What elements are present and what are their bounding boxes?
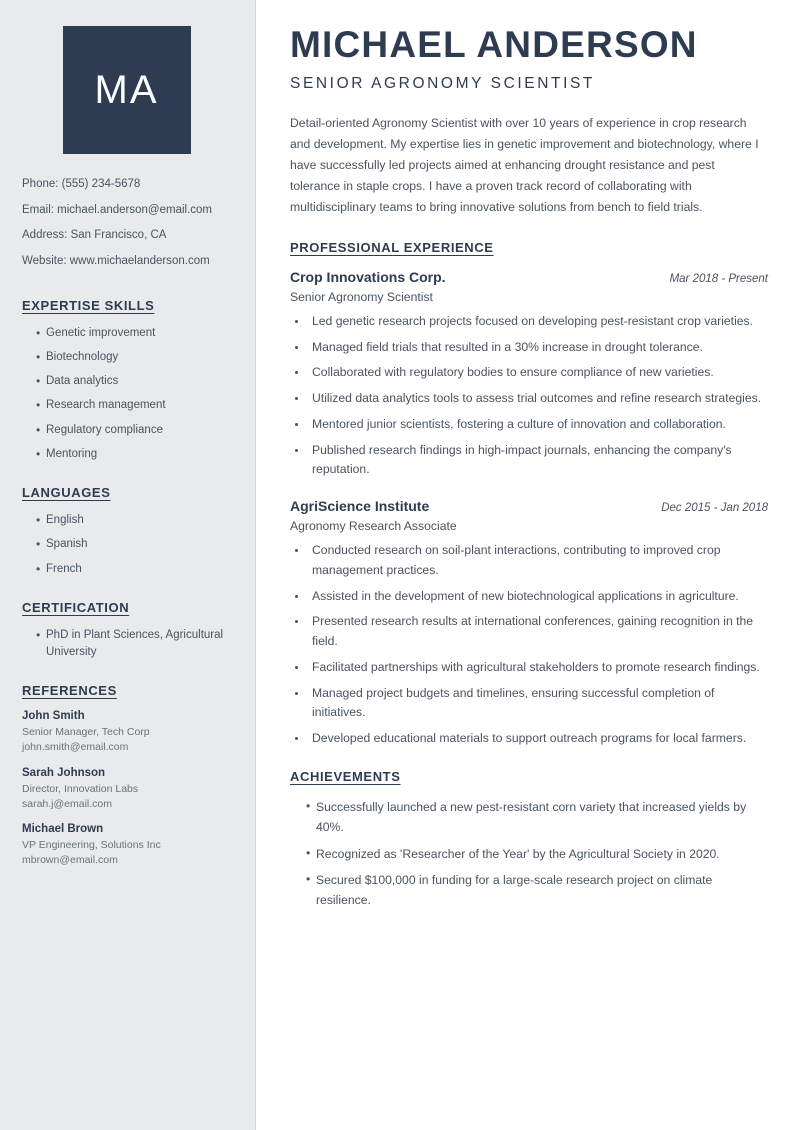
list-item: • Facilitated partnerships with agricultural stakeholders to promote research findings. (308, 658, 768, 678)
main-content (256, 0, 800, 1130)
contact-phone: Phone: (555) 234-5678 (22, 178, 141, 190)
certification-section (22, 600, 231, 662)
references-section (22, 683, 231, 867)
list-item: • Secured $100,000 in funding for a large-scale research project on climate resilience. (306, 871, 768, 911)
list-item: • Led genetic research projects focused on developing pest-resistant crop varieties. (308, 312, 768, 332)
reference-name: Michael Brown (22, 823, 104, 836)
achievements-section (290, 769, 768, 911)
list-item: • PhD in Plant Sciences, Agricultural University (36, 627, 231, 662)
job-subtitle: SENIOR AGRONOMY SCIENTIST (290, 74, 595, 92)
languages-list (22, 512, 231, 578)
page-title: MICHAEL ANDERSON (290, 24, 698, 65)
list-item: • Spanish (36, 536, 231, 553)
reference-role: Senior Manager, Tech Corp (22, 726, 150, 739)
company-name: AgriScience Institute (290, 498, 430, 515)
list-item: • Utilized data analytics tools to assess trial outcomes and refine research strategies. (308, 389, 768, 409)
list-item: • Managed project budgets and timelines, ensuring successful completion of initiatives. (308, 684, 768, 724)
contact-address: Address: San Francisco, CA (22, 229, 167, 242)
achievements-heading: ACHIEVEMENTS (290, 769, 401, 785)
experience-bullets (290, 541, 768, 749)
list-item: • English (36, 512, 231, 529)
list-item: • Research management (36, 397, 231, 414)
certification-heading: CERTIFICATION (22, 599, 130, 615)
contact-list (22, 176, 231, 270)
list-item: • Recognized as 'Researcher of the Year' by the Agricultural Society in 2020. (306, 845, 768, 865)
list-item: • Presented research results at international conferences, gaining recognition in the field. (308, 612, 768, 652)
sidebar (0, 0, 256, 1130)
expertise-skills-heading: EXPERTISE SKILLS (22, 297, 155, 313)
list-item: • Mentoring (36, 446, 231, 463)
list-item: • Data analytics (36, 373, 231, 390)
list-item: • Successfully launched a new pest-resistant corn variety that increased yields by 40%. (306, 798, 768, 838)
experience-item-header (290, 269, 768, 285)
references-heading: REFERENCES (22, 683, 117, 699)
list-item: • Managed field trials that resulted in a 30% increase in drought tolerance. (308, 338, 768, 358)
certification-list (22, 627, 231, 662)
contact-email: Email: michael.anderson@email.com (22, 203, 212, 216)
experience-section (290, 240, 768, 749)
company-name: Crop Innovations Corp. (290, 268, 446, 285)
reference-item (22, 767, 231, 811)
reference-name: Sarah Johnson (22, 766, 106, 779)
list-item: • French (36, 561, 231, 578)
list-item: • Mentored junior scientists, fostering a culture of innovation and collaboration. (308, 415, 768, 435)
reference-email: mbrown@email.com (22, 853, 118, 866)
reference-role: VP Engineering, Solutions Inc (22, 839, 161, 852)
list-item: • Developed educational materials to support outreach programs for local farmers. (308, 729, 768, 749)
list-item: • Regulatory compliance (36, 422, 231, 439)
expertise-skills-section (22, 298, 231, 464)
languages-section (22, 485, 231, 578)
expertise-skills-list (22, 325, 231, 464)
avatar-monogram: MA (63, 26, 191, 154)
job-role: Senior Agronomy Scientist (290, 289, 433, 304)
reference-role: Director, Innovation Labs (22, 782, 139, 795)
avatar-wrap (22, 26, 231, 154)
employment-dates: Mar 2018 - Present (669, 272, 768, 285)
list-item: • Assisted in the development of new biotechnological applications in agriculture. (308, 587, 768, 607)
employment-dates: Dec 2015 - Jan 2018 (661, 502, 768, 515)
experience-item (290, 498, 768, 749)
reference-item (22, 823, 231, 867)
reference-item (22, 710, 231, 754)
experience-heading: PROFESSIONAL EXPERIENCE (290, 239, 494, 255)
experience-bullets (290, 312, 768, 480)
achievements-list (290, 798, 768, 911)
reference-email: sarah.j@email.com (22, 797, 113, 810)
list-item: • Collaborated with regulatory bodies to ensure compliance of new varieties. (308, 363, 768, 383)
list-item: • Biotechnology (36, 349, 231, 366)
list-item: • Published research findings in high-impact journals, enhancing the company's reputation. (308, 441, 768, 481)
experience-item (290, 269, 768, 480)
list-item: • Conducted research on soil-plant interactions, contributing to improved crop management practices. (308, 541, 768, 581)
languages-heading: LANGUAGES (22, 485, 111, 501)
contact-website: Website: www.michaelanderson.com (22, 255, 210, 268)
experience-item-header (290, 498, 768, 514)
reference-name: John Smith (22, 710, 85, 723)
profile-summary: Detail-oriented Agronomy Scientist with over 10 years of experience in crop research and development. My expertise lies in genetic improvement and biotechnology, where I have successfully led projects aimed at enhancing drought resistance and pest tolerance in staple crops. I have a proven track record of collaborating with multidisciplinary teams to bring innovative solutions from bench to field trials. (290, 115, 759, 214)
job-role: Agronomy Research Associate (290, 519, 457, 534)
list-item: • Genetic improvement (36, 325, 231, 342)
reference-email: john.smith@email.com (22, 741, 129, 754)
